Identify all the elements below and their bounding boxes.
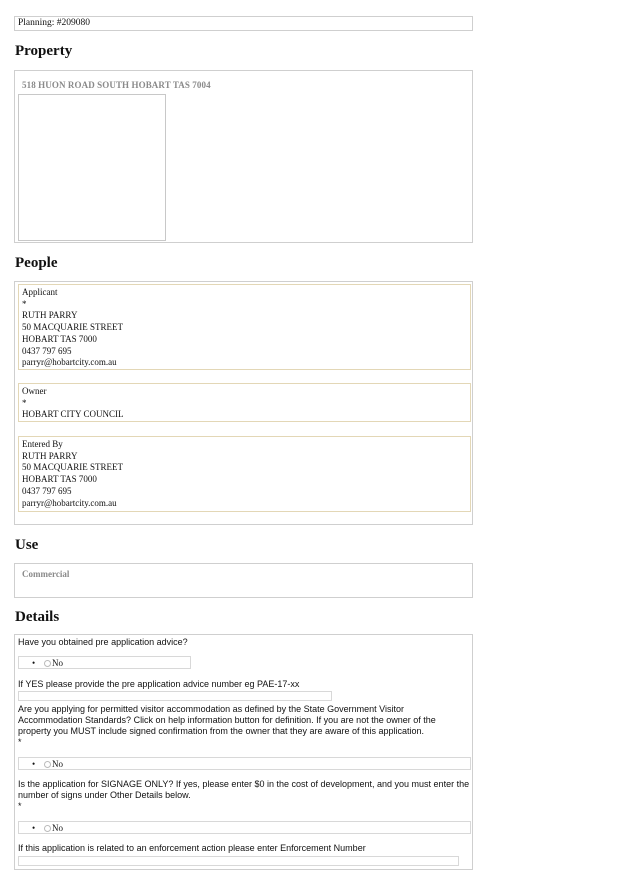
entered-by-label: Entered By — [22, 439, 63, 449]
q3-line-2: Accommodation Standards? Click on help information button for definition. If you are not the owner of the — [18, 715, 436, 725]
applicant-required: * — [22, 298, 27, 309]
q3-radio-group[interactable] — [18, 757, 471, 770]
entered-by-street: 50 MACQUARIE STREET — [22, 462, 123, 473]
q3-required: * — [18, 737, 22, 747]
planning-bar — [14, 16, 473, 31]
owner-name: HOBART CITY COUNCIL — [22, 409, 124, 420]
q4-text — [18, 779, 469, 812]
bullet-icon: • — [32, 759, 36, 769]
bullet-icon: • — [32, 658, 36, 668]
radio-icon[interactable] — [44, 825, 51, 832]
q4-line-1: Is the application for SIGNAGE ONLY? If yes, please enter $0 in the cost of development, and you must enter the — [18, 779, 470, 789]
q2-input[interactable] — [18, 691, 332, 701]
owner-card — [18, 383, 471, 422]
applicant-street: 50 MACQUARIE STREET — [22, 322, 123, 333]
q5-text: If this application is related to an enforcement action please enter Enforcement Number — [18, 843, 366, 853]
entered-by-name: RUTH PARRY — [22, 450, 78, 461]
owner-required: * — [22, 397, 27, 408]
q4-radio-group[interactable] — [18, 821, 471, 834]
property-map[interactable] — [18, 94, 166, 241]
q3-line-1: Are you applying for permitted visitor accommodation as defined by the State Government Visitor — [18, 704, 405, 714]
applicant-email: parryr@hobartcity.com.au — [22, 357, 117, 368]
details-heading: Details — [15, 609, 60, 625]
bullet-icon: • — [32, 823, 36, 833]
q5-input[interactable] — [18, 856, 459, 866]
details-panel — [14, 634, 473, 870]
entered-by-phone: 0437 797 695 — [22, 485, 72, 496]
people-heading: People — [15, 255, 58, 271]
applicant-city: HOBART TAS 7000 — [22, 333, 97, 344]
use-heading: Use — [15, 537, 39, 553]
property-heading: Property — [15, 43, 73, 59]
entered-by-email: parryr@hobartcity.com.au — [22, 497, 117, 508]
q4-option-label: No — [52, 823, 63, 833]
applicant-card — [18, 284, 471, 370]
radio-icon[interactable] — [44, 761, 51, 768]
property-address: 518 HUON ROAD SOUTH HOBART TAS 7004 — [22, 80, 211, 90]
q2-text: If YES please provide the pre application advice number eg PAE-17-xx — [18, 679, 300, 689]
q4-line-2: number of signs under Other Details below. — [18, 790, 191, 800]
q1-option-label: No — [52, 658, 63, 668]
applicant-name: RUTH PARRY — [22, 310, 78, 321]
q4-required: * — [18, 801, 22, 811]
use-panel — [14, 563, 473, 598]
owner-label: Owner — [22, 386, 47, 396]
q3-line-3: property you MUST include signed confirmation from the owner that they are aware of this application. — [18, 726, 425, 736]
q3-option-label: No — [52, 759, 63, 769]
applicant-label: Applicant — [22, 287, 58, 297]
applicant-phone: 0437 797 695 — [22, 345, 72, 356]
entered-by-card — [18, 436, 471, 512]
use-value: Commercial — [22, 569, 70, 579]
q1-text: Have you obtained pre application advice? — [18, 637, 188, 647]
entered-by-city: HOBART TAS 7000 — [22, 474, 97, 485]
radio-icon[interactable] — [44, 660, 51, 667]
q3-text — [18, 704, 436, 748]
planning-number: Planning: #209080 — [18, 18, 91, 28]
